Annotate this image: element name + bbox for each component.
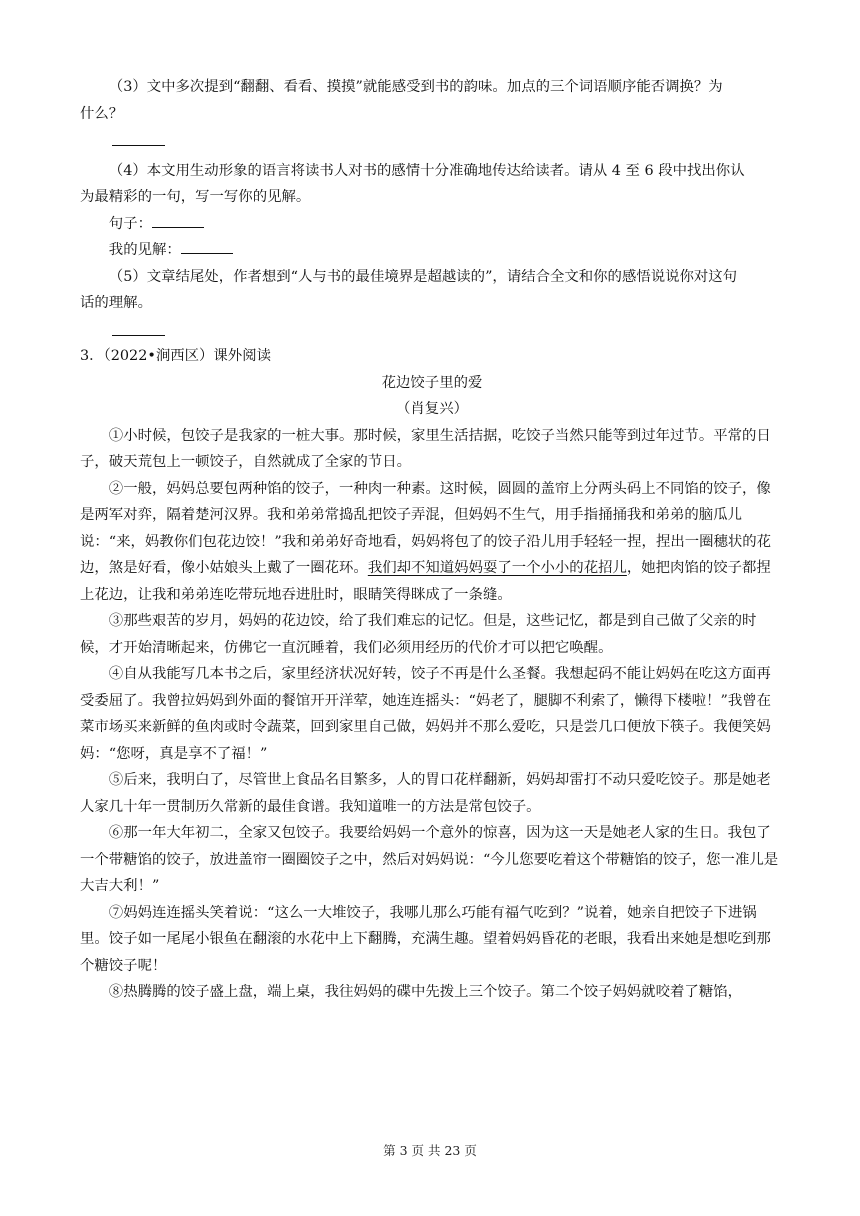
article-title: 花边饺子里的爱	[381, 374, 483, 391]
paragraph-2-text-b: ，她把肉馅的饺子都捏上花边，让我和弟弟连吃带玩地吞进肚时，眼睛笑得眯成了一条缝。	[80, 560, 771, 603]
opinion-blank	[181, 239, 233, 254]
question-3-line-1: （3）文中多次提到“翻翻、看看、摸摸”就能感受到书的韵味。加点的三个词语顺序能否调换？为	[108, 79, 723, 95]
page-content	[80, 74, 784, 1006]
answer-underline	[112, 335, 165, 336]
section-3-header: 3．（2022•涧西区）课外阅读	[80, 348, 271, 364]
paragraph-2-underlined-sentence: 我们却不知道妈妈耍了一个小小的花招儿	[367, 560, 627, 576]
question-5-line-1: （5）文章结尾处，作者想到“人与书的最佳境界是超越读的”，请结合全文和你的感悟说说你对这句	[108, 268, 738, 285]
question-3-line-2: 什么？	[80, 105, 124, 122]
paragraph-3: ③那些艰苦的岁月，妈妈的花边饺，给了我们难忘的记忆。但是，这些记忆，都是到自己做了父亲的时候，才开始清晰起来，仿佛它一直沉睡着，我们必须用经历的代价才可以把它唤醒。	[80, 613, 757, 656]
sentence-label: 句子：	[108, 215, 152, 232]
answer-blank-q5	[80, 317, 784, 344]
paragraph-1: ①小时候，包饺子是我家的一桩大事。那时候，家里生活拮据，吃饺子当然只能等到过年过节。平常的日子，破天荒包上一顿饺子，自然就成了全家的节日。	[80, 427, 771, 470]
paragraph-8: ⑧热腾腾的饺子盛上盘，端上桌，我往妈妈的碟中先拨上三个饺子。第二个饺子妈妈就咬着了糖馅，	[108, 984, 742, 1000]
question-5-line-2: 话的理解。	[80, 295, 152, 311]
paragraph-6: ⑥那一年大年初二，全家又包饺子。我要给妈妈一个意外的惊喜，因为这一天是她老人家的生日。我包了一个带糖馅的饺子，放进盖帘一圈圈饺子之中，然后对妈妈说：“今儿您要吃着这个带糖馅的饺子，您一准儿是大吉大利！”	[80, 825, 779, 894]
answer-underline	[112, 145, 165, 146]
sentence-blank	[152, 213, 204, 228]
paragraph-4: ④自从我能写几本书之后，家里经济状况好转，饺子不再是什么圣餐。我想起码不能让妈妈在吃这方面再受委屈了。我曾拉妈妈到外面的餐馆开开洋荤，她连连摇头：“妈老了，腿脚不利索了，懒得下楼啦！”我曾在菜市场买来新鲜的鱼肉或时令蔬菜，回到家里自己做，妈妈并不那么爱吃，只是尝几口便放下筷子。我便笑妈妈：“您呀，真是享不了福！”	[80, 666, 772, 762]
paragraph-7: ⑦妈妈连连摇头笑着说：“这么一大堆饺子，我哪儿那么巧能有福气吃到？”说着，她亲自把饺子下进锅里。饺子如一尾尾小银鱼在翻滚的水花中上下翻腾，充满生趣。望着妈妈昏花的老眼，我看出来她是想吃到那个糖饺子呢！	[80, 904, 771, 974]
question-4-line-1: （4）本文用生动形象的语言将读书人对书的感情十分准确地传达给读者。请从 4 至 6 段中找出你认	[108, 162, 745, 179]
opinion-label: 我的见解：	[108, 242, 181, 258]
question-4-opinion-row	[80, 237, 784, 264]
answer-blank-q3	[80, 127, 784, 154]
article-author: （肖复兴）	[396, 401, 468, 417]
question-4-line-2: 为最精彩的一句，写一写你的见解。	[80, 189, 311, 205]
page-footer: 第 3 页 共 23 页	[383, 1143, 477, 1158]
question-4-sentence-row	[80, 211, 784, 238]
paragraph-5: ⑤后来，我明白了，尽管世上食品名目繁多，人的胃口花样翻新，妈妈却雷打不动只爱吃饺子。那是她老人家几十年一贯制历久常新的最佳食谱。我知道唯一的方法是常包饺子。	[80, 772, 771, 815]
paragraph-2-text-a: ②一般，妈妈总要包两种馅的饺子，一种肉一种素。这时候，圆圆的盖帘上分两头码上不同馅的饺子，像是两军对弈，隔着楚河汉界。我和弟弟常捣乱把饺子弄混，但妈妈不生气，用手指捅捅我和弟弟的脑瓜儿说：“来，妈教你们包花边饺！”我和弟弟好奇地看，妈妈将包了的饺子沿儿用手轻轻一捏，捏出一圈穗状的花边，煞是好看，像小姑娘头上戴了一圈花环。	[80, 480, 772, 576]
paragraph-2	[80, 476, 784, 609]
